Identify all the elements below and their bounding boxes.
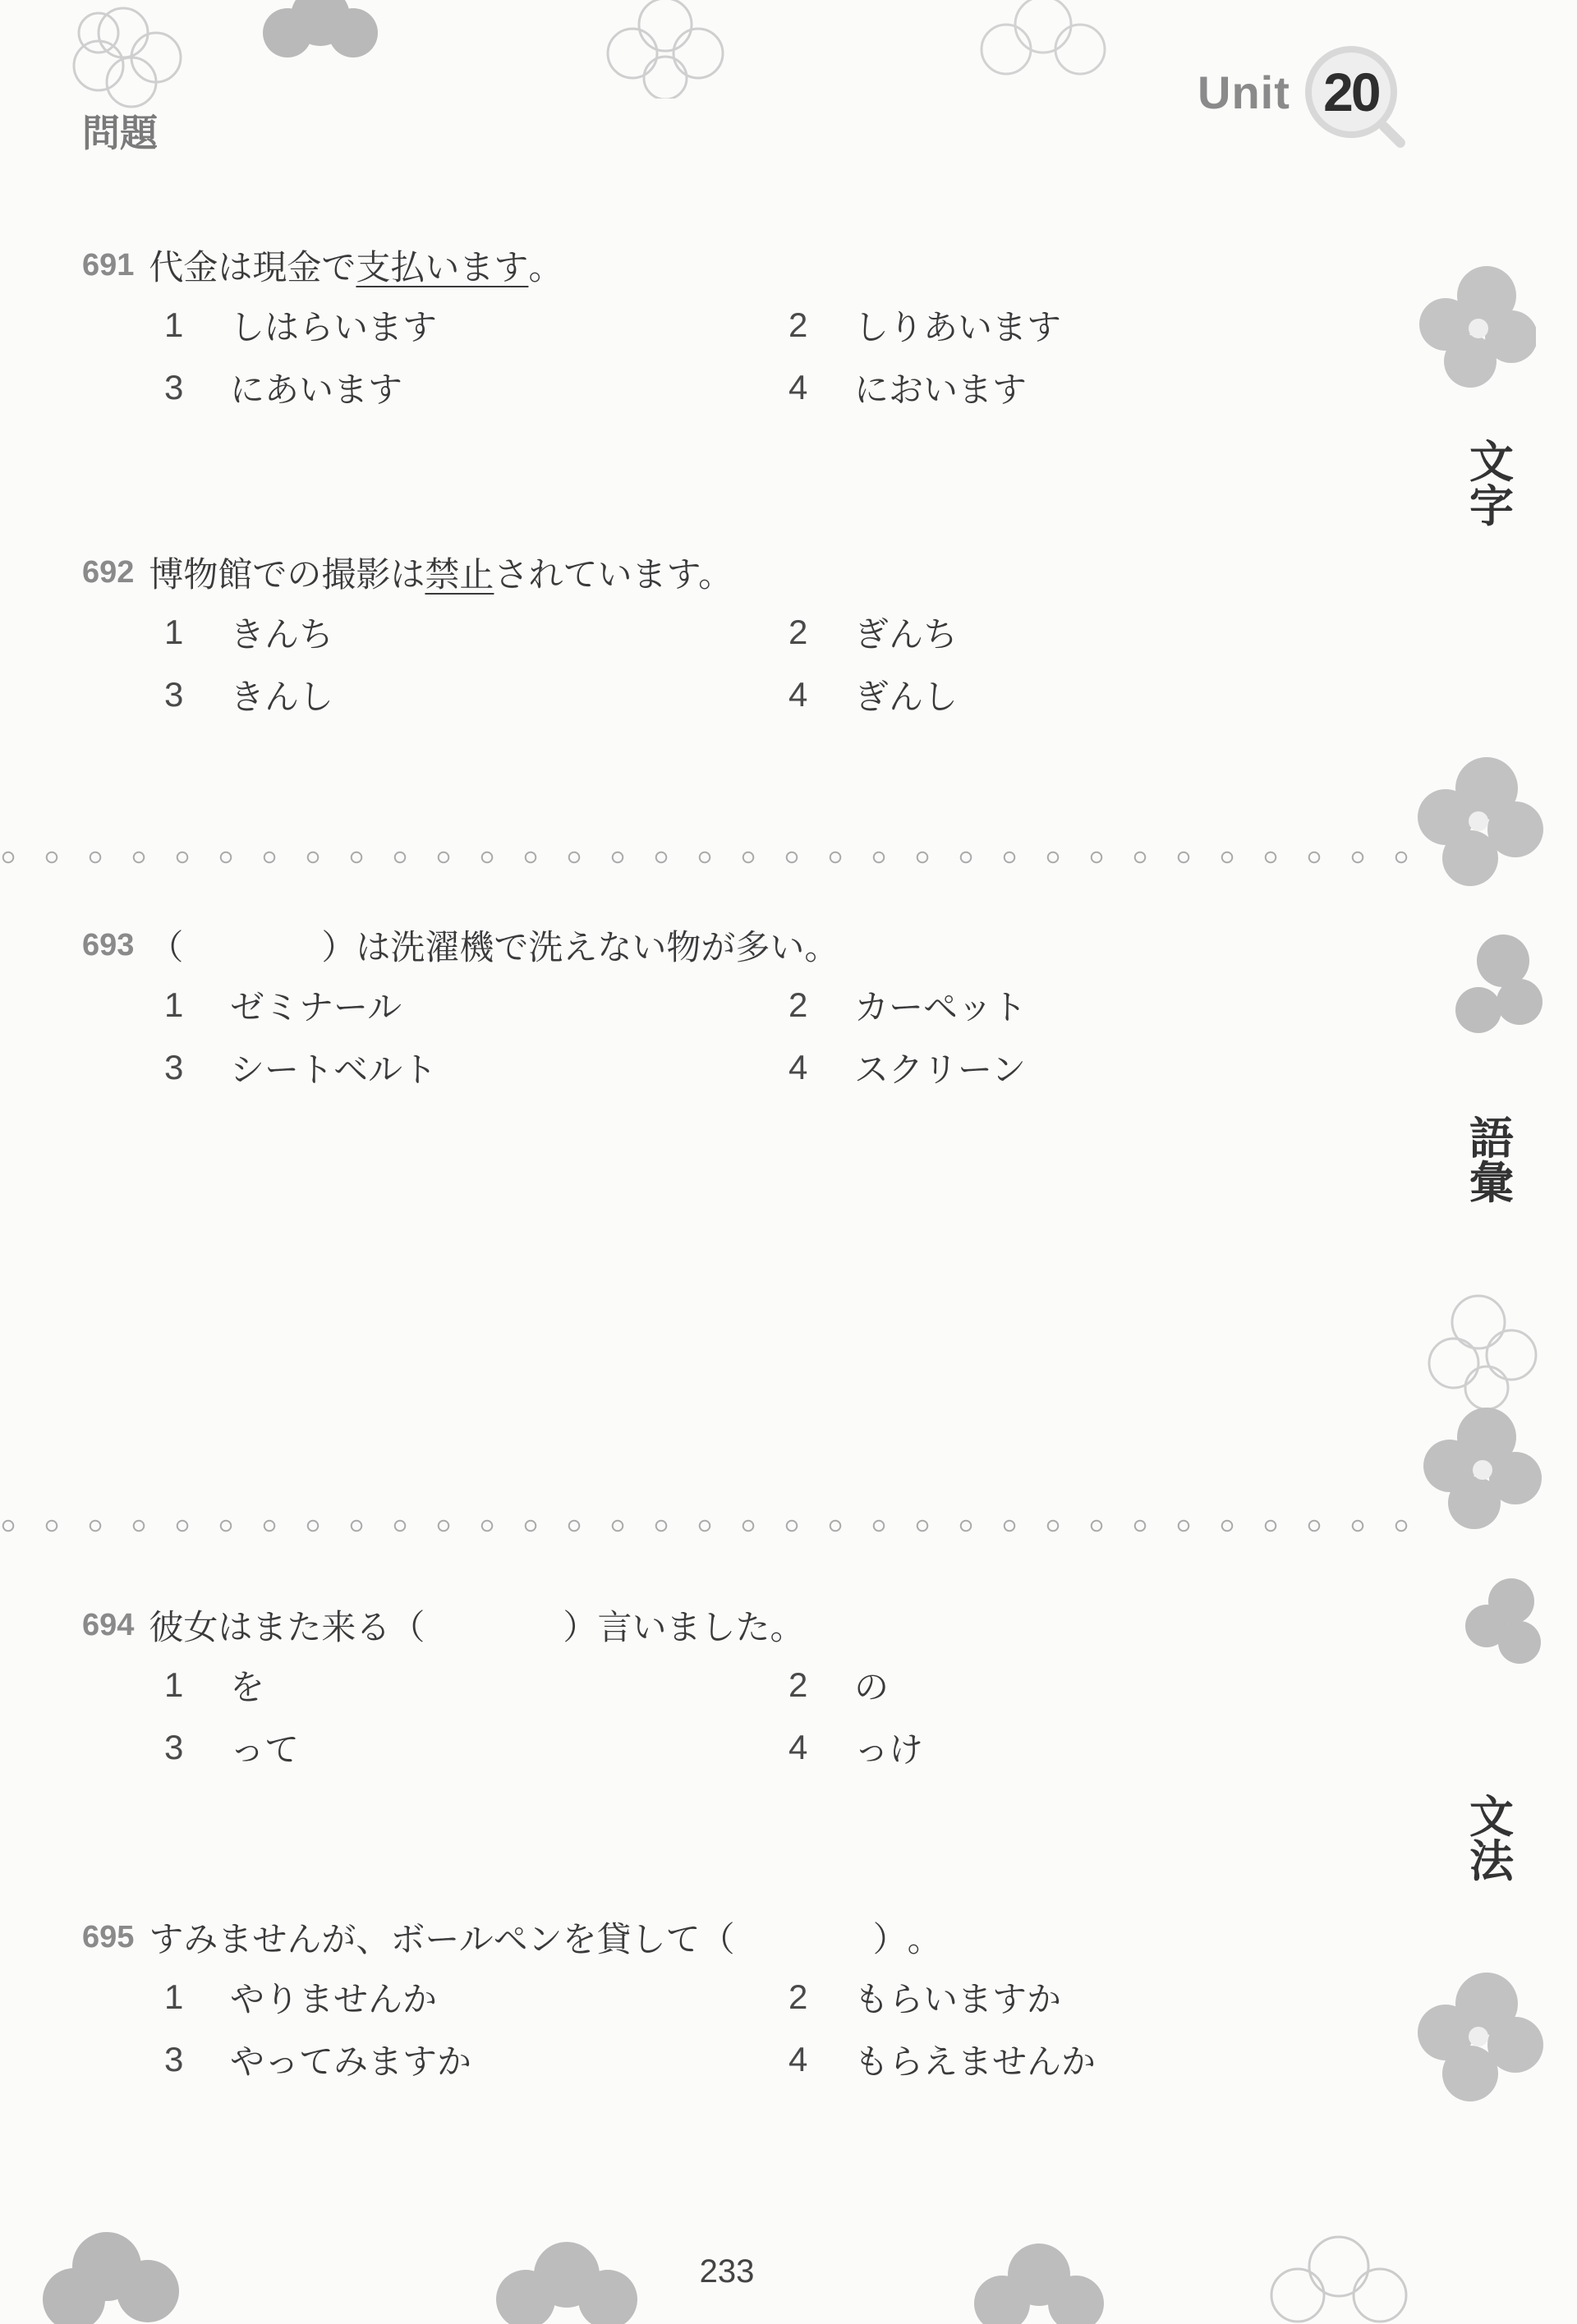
question-stem: 代金は現金で: [149, 247, 356, 287]
question-number: 693: [82, 927, 135, 962]
option-number: 1: [164, 1977, 184, 2016]
side-tab-char: 法: [1469, 1835, 1514, 1887]
option-text: の: [854, 1667, 890, 1707]
flower-icon: [1396, 1954, 1544, 2119]
option-text: しはらいます: [230, 307, 438, 347]
option-text: ぎんち: [854, 614, 959, 654]
option-item[interactable]: [164, 1966, 788, 2028]
option-text: もらえませんか: [854, 2042, 1097, 2082]
option-number: 2: [788, 985, 808, 1024]
side-tab-char: 彙: [1469, 1157, 1514, 1209]
flower-icon: [945, 0, 1142, 99]
option-item[interactable]: [788, 601, 1413, 664]
side-tab-bunpo[interactable]: [1467, 1791, 1516, 1887]
side-tab-char: 文: [1469, 1791, 1514, 1843]
option-text: もらいますか: [854, 1979, 1062, 2019]
question-stem: すみませんが、ボールペンを貸して: [149, 1919, 701, 1959]
question-text: [82, 916, 1363, 974]
option-number: 2: [788, 1977, 808, 2016]
option-text: きんし: [230, 677, 334, 717]
option-text: においます: [854, 370, 1028, 410]
side-tab-moji[interactable]: [1467, 436, 1516, 532]
option-text: きんち: [230, 614, 334, 654]
option-item[interactable]: [788, 2028, 1413, 2091]
option-number: 1: [164, 305, 184, 344]
option-item[interactable]: [164, 974, 788, 1036]
option-text: ゼミナール: [230, 987, 402, 1027]
option-text: カーペット: [854, 987, 1028, 1027]
section-divider: [0, 849, 1421, 866]
option-item[interactable]: [788, 294, 1413, 356]
question-number: 694: [82, 1607, 135, 1642]
option-number: 1: [164, 613, 184, 651]
section-divider: [0, 1518, 1421, 1534]
unit-number: 20: [1323, 62, 1379, 122]
question-stem: 博物館での撮影は: [149, 554, 425, 595]
option-text: シートベルト: [230, 1049, 438, 1090]
option-item[interactable]: [788, 356, 1413, 419]
question-692: [82, 544, 1363, 726]
question-694: [82, 1596, 1363, 1779]
flower-icon: [1396, 739, 1544, 903]
flower-icon: [1429, 920, 1544, 1051]
side-tab-char: 語: [1469, 1113, 1514, 1164]
unit-badge: [1305, 46, 1397, 138]
answer-blank[interactable]: （ ）: [390, 1607, 598, 1647]
option-list: [164, 1966, 1363, 2091]
option-item[interactable]: [164, 601, 788, 664]
option-number: 3: [164, 1728, 184, 1766]
option-text: ぎんし: [854, 677, 959, 717]
option-item[interactable]: [164, 356, 788, 419]
page-title: 問題: [82, 111, 158, 155]
option-number: 1: [164, 1665, 184, 1704]
option-text: しりあいます: [854, 307, 1062, 347]
option-list: [164, 294, 1363, 419]
option-number: 3: [164, 675, 184, 714]
option-text: やりませんか: [230, 1979, 438, 2019]
option-text: を: [230, 1667, 265, 1707]
option-number: 3: [164, 2040, 184, 2078]
side-tab-char: 字: [1469, 480, 1514, 532]
option-item[interactable]: [164, 1716, 788, 1779]
option-item[interactable]: [788, 1966, 1413, 2028]
option-number: 4: [788, 368, 808, 406]
option-item[interactable]: [164, 664, 788, 726]
answer-blank[interactable]: （ ）: [149, 927, 356, 967]
side-tab-char: 文: [1469, 436, 1514, 488]
flower-icon: [238, 0, 402, 74]
option-text: って: [230, 1729, 300, 1770]
question-stem: 彼女はまた来る: [149, 1607, 391, 1647]
side-tab-goi[interactable]: [1467, 1113, 1516, 1209]
question-stem-end: 言いました。: [597, 1607, 805, 1647]
option-text: スクリーン: [854, 1049, 1027, 1090]
unit-header: [1198, 43, 1397, 141]
option-number: 3: [164, 1048, 184, 1086]
page-number: 233: [699, 2253, 755, 2290]
question-number: 692: [82, 554, 135, 590]
flower-icon: [0, 0, 214, 115]
option-item[interactable]: [164, 2028, 788, 2091]
option-list: [164, 1654, 1363, 1779]
magnifier-handle-icon: [1377, 120, 1407, 150]
option-number: 2: [788, 305, 808, 344]
question-text: [82, 237, 1363, 294]
question-text: [82, 1596, 1363, 1654]
question-text: [82, 544, 1363, 601]
question-stem-end: されています。: [494, 554, 733, 595]
option-item[interactable]: [788, 974, 1413, 1036]
question-text: [82, 1908, 1363, 1966]
question-695: [82, 1908, 1363, 2091]
flower-icon: [1446, 1560, 1544, 1675]
option-list: [164, 601, 1363, 726]
option-item[interactable]: [788, 664, 1413, 726]
question-691: [82, 237, 1363, 419]
question-number: 695: [82, 1919, 135, 1954]
flower-icon: [575, 0, 756, 99]
underlined-word: 支払います: [356, 247, 529, 287]
option-number: 3: [164, 368, 184, 406]
option-number: 4: [788, 1048, 808, 1086]
underlined-word: 禁止: [425, 554, 494, 595]
option-number: 2: [788, 613, 808, 651]
question-stem-end: 。: [907, 1919, 942, 1959]
option-text: やってみますか: [230, 2042, 472, 2082]
question-693: [82, 916, 1363, 1099]
option-item[interactable]: [788, 1654, 1413, 1716]
option-item[interactable]: [164, 294, 788, 356]
option-number: 1: [164, 985, 184, 1024]
answer-blank[interactable]: （ ）: [700, 1919, 908, 1959]
unit-label: Unit: [1198, 66, 1290, 118]
option-number: 2: [788, 1665, 808, 1704]
flower-icon: [1405, 1388, 1544, 1544]
option-number: 4: [788, 1728, 808, 1766]
option-text: っけ: [854, 1729, 924, 1770]
option-item[interactable]: [164, 1036, 788, 1099]
question-stem-end: 。: [528, 247, 563, 287]
question-number: 691: [82, 247, 135, 282]
option-item[interactable]: [164, 1654, 788, 1716]
option-item[interactable]: [788, 1036, 1413, 1099]
option-item[interactable]: [788, 1716, 1413, 1779]
question-stem-end: は洗濯機で洗えない物が多い。: [356, 927, 839, 967]
option-number: 4: [788, 675, 808, 714]
option-number: 4: [788, 2040, 808, 2078]
option-list: [164, 974, 1363, 1099]
option-text: にあいます: [230, 370, 403, 410]
